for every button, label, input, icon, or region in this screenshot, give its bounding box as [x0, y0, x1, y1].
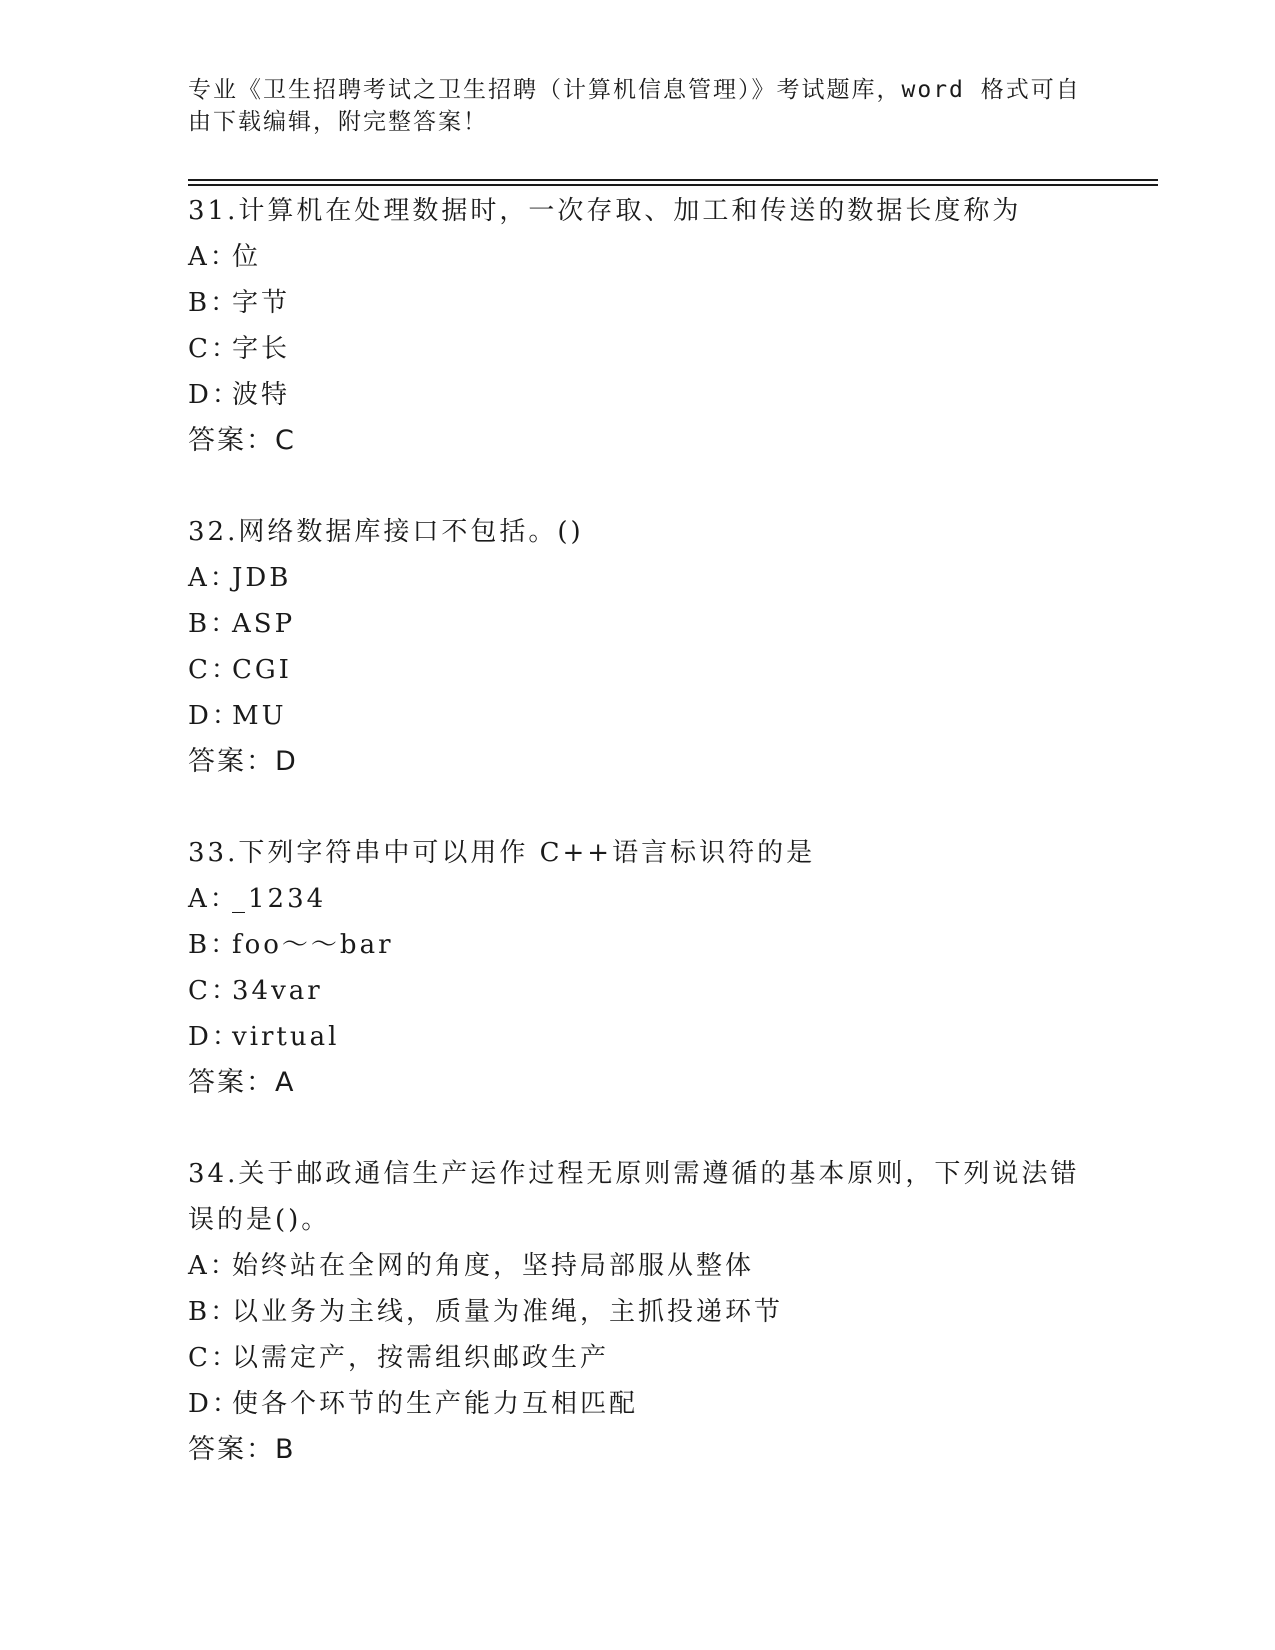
option-letter: D： [188, 1389, 241, 1419]
answer-line: 答案：A [188, 1067, 296, 1098]
option-text: CGI [232, 655, 292, 685]
option-letter: C： [188, 655, 240, 685]
option-text: foo～～bar [232, 930, 394, 960]
option-letter: B： [188, 1297, 240, 1327]
option-a [188, 876, 1088, 922]
option-text: 使各个环节的生产能力互相匹配 [232, 1389, 639, 1419]
option-text: 位 [232, 242, 262, 272]
option-letter: C： [188, 976, 240, 1006]
header-divider-bottom [188, 184, 1158, 186]
option-letter: D： [188, 1022, 241, 1052]
option-letter: A： [188, 884, 239, 914]
option-d [188, 693, 1088, 739]
option-c [188, 326, 1088, 372]
option-text: 以需定产，按需组织邮政生产 [232, 1343, 610, 1373]
option-letter: D： [188, 701, 241, 731]
option-c [188, 968, 1088, 1014]
question-32 [188, 509, 1088, 785]
answer-line: 答案：B [188, 1434, 296, 1465]
header-divider-top [188, 179, 1158, 181]
question-stem: 32.网络数据库接口不包括。() [188, 517, 584, 547]
option-letter: A： [188, 1251, 239, 1281]
question-33 [188, 830, 1088, 1106]
option-a [188, 1243, 1088, 1289]
option-b [188, 601, 1088, 647]
option-a [188, 555, 1088, 601]
option-text: 波特 [232, 380, 291, 410]
option-text: virtual [232, 1022, 340, 1052]
option-text: ASP [232, 609, 296, 639]
option-letter: A： [188, 563, 239, 593]
question-stem: 33.下列字符串中可以用作 C++语言标识符的是 [188, 838, 816, 868]
answer-line: 答案：C [188, 425, 296, 456]
option-b [188, 922, 1088, 968]
option-text: 34var [232, 976, 323, 1006]
question-stem: 31.计算机在处理数据时，一次存取、加工和传送的数据长度称为 [188, 196, 1022, 226]
option-d [188, 1381, 1088, 1427]
question-stem: 34.关于邮政通信生产运作过程无原则需遵循的基本原则，下列说法错误的是()。 [188, 1159, 1080, 1235]
option-letter: B： [188, 930, 240, 960]
option-letter: C： [188, 334, 240, 364]
header-line-2: 由下载编辑，附完整答案！ [188, 109, 488, 135]
option-a [188, 234, 1088, 280]
header-line-1: 专业《卫生招聘考试之卫生招聘（计算机信息管理）》考试题库，word 格式可自 [188, 77, 1081, 103]
answer-line: 答案：D [188, 746, 298, 777]
option-c [188, 1335, 1088, 1381]
option-text: 字长 [232, 334, 291, 364]
option-text: MU [232, 701, 287, 731]
document-header [188, 74, 1088, 138]
option-text: 以业务为主线，质量为准绳，主抓投递环节 [232, 1297, 784, 1327]
option-letter: D： [188, 380, 241, 410]
option-d [188, 1014, 1088, 1060]
option-letter: B： [188, 288, 240, 318]
option-text: JDB [232, 563, 292, 593]
option-letter: C： [188, 1343, 240, 1373]
option-d [188, 372, 1088, 418]
option-text: _1234 [232, 884, 327, 914]
option-text: 字节 [232, 288, 291, 318]
option-letter: B： [188, 609, 240, 639]
option-b [188, 280, 1088, 326]
option-letter: A： [188, 242, 239, 272]
question-34 [188, 1151, 1088, 1473]
option-text: 始终站在全网的角度，坚持局部服从整体 [232, 1251, 755, 1281]
option-c [188, 647, 1088, 693]
question-31 [188, 188, 1088, 464]
option-b [188, 1289, 1088, 1335]
